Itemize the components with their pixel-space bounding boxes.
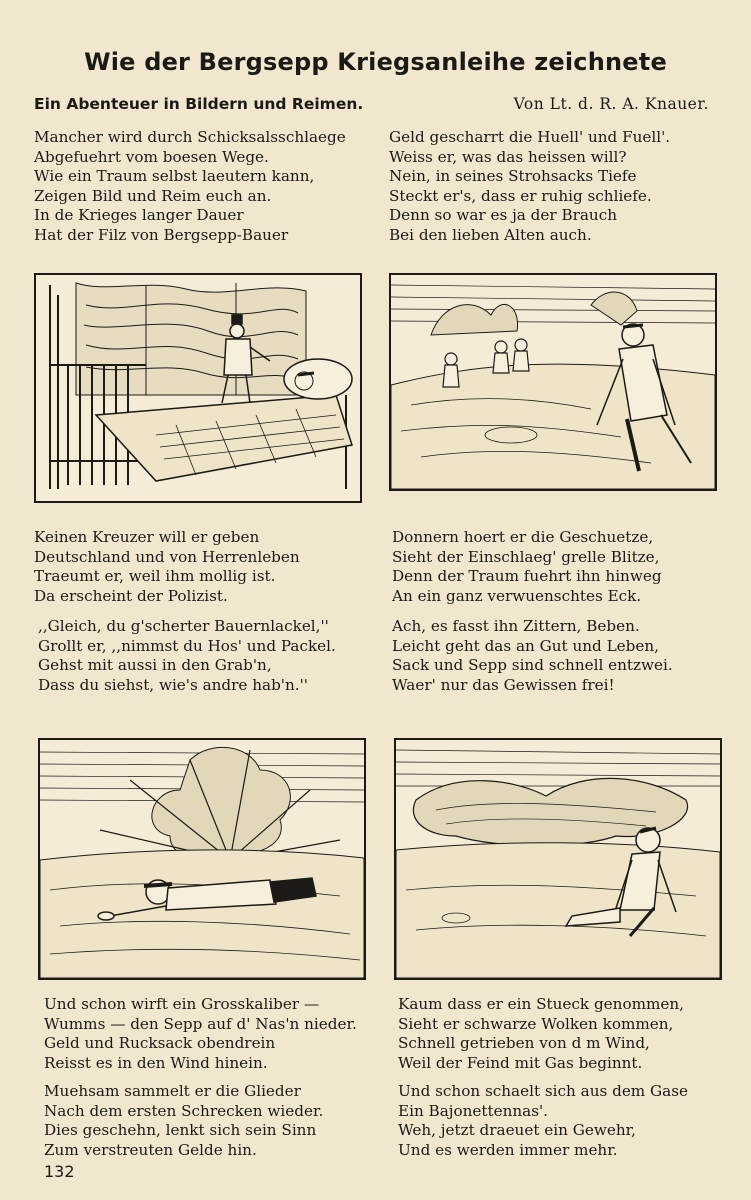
verse-line: Sieht der Einschlaeg' grelle Blitze, xyxy=(392,547,660,566)
verse-line: Waer' nur das Gewissen frei! xyxy=(392,675,615,694)
page-number: 132 xyxy=(44,1162,75,1181)
verse-line: Bei den lieben Alten auch. xyxy=(389,225,592,244)
verse-line: Nach dem ersten Schrecken wieder. xyxy=(44,1101,324,1120)
verse-1a xyxy=(34,528,300,606)
verse-2b xyxy=(392,617,673,695)
verse-line: Reisst es in den Wind hinein. xyxy=(44,1053,268,1072)
verse-4a xyxy=(398,995,684,1073)
verse-line: Traeumt er, weil ihm mollig ist. xyxy=(34,567,276,585)
subtitle: Ein Abenteuer in Bildern und Reimen. xyxy=(34,95,364,113)
bed-scene-drawing xyxy=(36,275,360,501)
verse-line: Keinen Kreuzer will er geben xyxy=(34,528,260,546)
verse-3a xyxy=(44,995,357,1073)
verse-line: Wumms — den Sepp auf d' Nas'n nieder. xyxy=(44,1014,357,1033)
verse-line: Und schon schaelt sich aus dem Gase xyxy=(398,1082,689,1100)
verse-line: Denn der Traum fuehrt ihn hinweg xyxy=(392,567,662,585)
verse-line: ,,Gleich, du g'scherter Bauernlackel,'' xyxy=(38,617,329,635)
verse-2a xyxy=(392,528,662,606)
explosion-drawing xyxy=(40,740,364,978)
verse-line: Nein, in seines Strohsacks Tiefe xyxy=(389,167,637,185)
verse-line: Weh, jetzt draeuet ein Gewehr, xyxy=(398,1121,637,1139)
verse-line: Kaum dass er ein Stueck genommen, xyxy=(398,995,684,1013)
verse-line: Schnell getrieben von d m Wind, xyxy=(398,1034,650,1052)
verse-line: Muehsam sammelt er die Glieder xyxy=(44,1082,301,1100)
verse-line: Gehst mit aussi in den Grab'n, xyxy=(38,656,272,674)
verse-line: Dass du siehst, wie's andre hab'n.'' xyxy=(38,675,308,694)
verse-4b xyxy=(398,1082,688,1160)
verse-line: An ein ganz verwuenschtes Eck. xyxy=(392,586,642,605)
verse-line: Mancher wird durch Schicksalsschlaege xyxy=(34,128,346,146)
verse-line: Weiss er, was das heissen will? xyxy=(389,147,627,166)
verse-line: Denn so war es ja der Brauch xyxy=(389,206,618,224)
verse-line: Hat der Filz von Bergsepp-Bauer xyxy=(34,225,289,244)
verse-line: Deutschland und von Herrenleben xyxy=(34,547,300,566)
illustration-bed-scene xyxy=(34,273,362,503)
verse-3b xyxy=(44,1082,323,1160)
gas-cloud-drawing xyxy=(396,740,720,978)
verse-line: Da erscheint der Polizist. xyxy=(34,586,228,605)
verse-line: Geld und Rucksack obendrein xyxy=(44,1034,276,1052)
verse-line: Leicht geht das an Gut und Leben, xyxy=(392,636,659,655)
illustration-explosion xyxy=(38,738,366,980)
verse-line: Zeigen Bild und Reim euch an. xyxy=(34,186,272,205)
illustration-gas-cloud xyxy=(394,738,722,980)
verse-line: Weil der Feind mit Gas beginnt. xyxy=(398,1053,643,1072)
verse-line: Abgefuehrt vom boesen Wege. xyxy=(34,147,269,166)
verse-line: Zum verstreuten Gelde hin. xyxy=(44,1140,257,1159)
battlefield-drawing xyxy=(391,275,715,489)
verse-line: Steckt er's, dass er ruhig schliefe. xyxy=(389,186,652,205)
author-byline: Von Lt. d. R. A. Knauer. xyxy=(513,95,709,113)
verse-line: In de Krieges langer Dauer xyxy=(34,206,244,224)
verse-line: Ach, es fasst ihn Zittern, Beben. xyxy=(392,617,640,635)
verse-line: Und es werden immer mehr. xyxy=(398,1140,618,1159)
verse-line: Dies geschehn, lenkt sich sein Sinn xyxy=(44,1121,317,1139)
illustration-battlefield xyxy=(389,273,717,491)
verse-line: Sack und Sepp sind schnell entzwei. xyxy=(392,656,673,674)
verse-line: Ein Bajonettennas'. xyxy=(398,1101,548,1120)
verse-line: Geld gescharrt die Huell' und Fuell'. xyxy=(389,128,671,146)
intro-verse-right xyxy=(389,128,670,245)
page-title: Wie der Bergsepp Kriegsanleihe zeichnete xyxy=(84,48,667,76)
verse-1b xyxy=(38,617,336,695)
verse-line: Wie ein Traum selbst laeutern kann, xyxy=(34,167,315,185)
verse-line: Grollt er, ,,nimmst du Hos' und Packel. xyxy=(38,636,336,655)
intro-verse-left xyxy=(34,128,346,245)
verse-line: Donnern hoert er die Geschuetze, xyxy=(392,528,654,546)
verse-line: Und schon wirft ein Grosskaliber — xyxy=(44,995,320,1013)
verse-line: Sieht er schwarze Wolken kommen, xyxy=(398,1014,674,1033)
